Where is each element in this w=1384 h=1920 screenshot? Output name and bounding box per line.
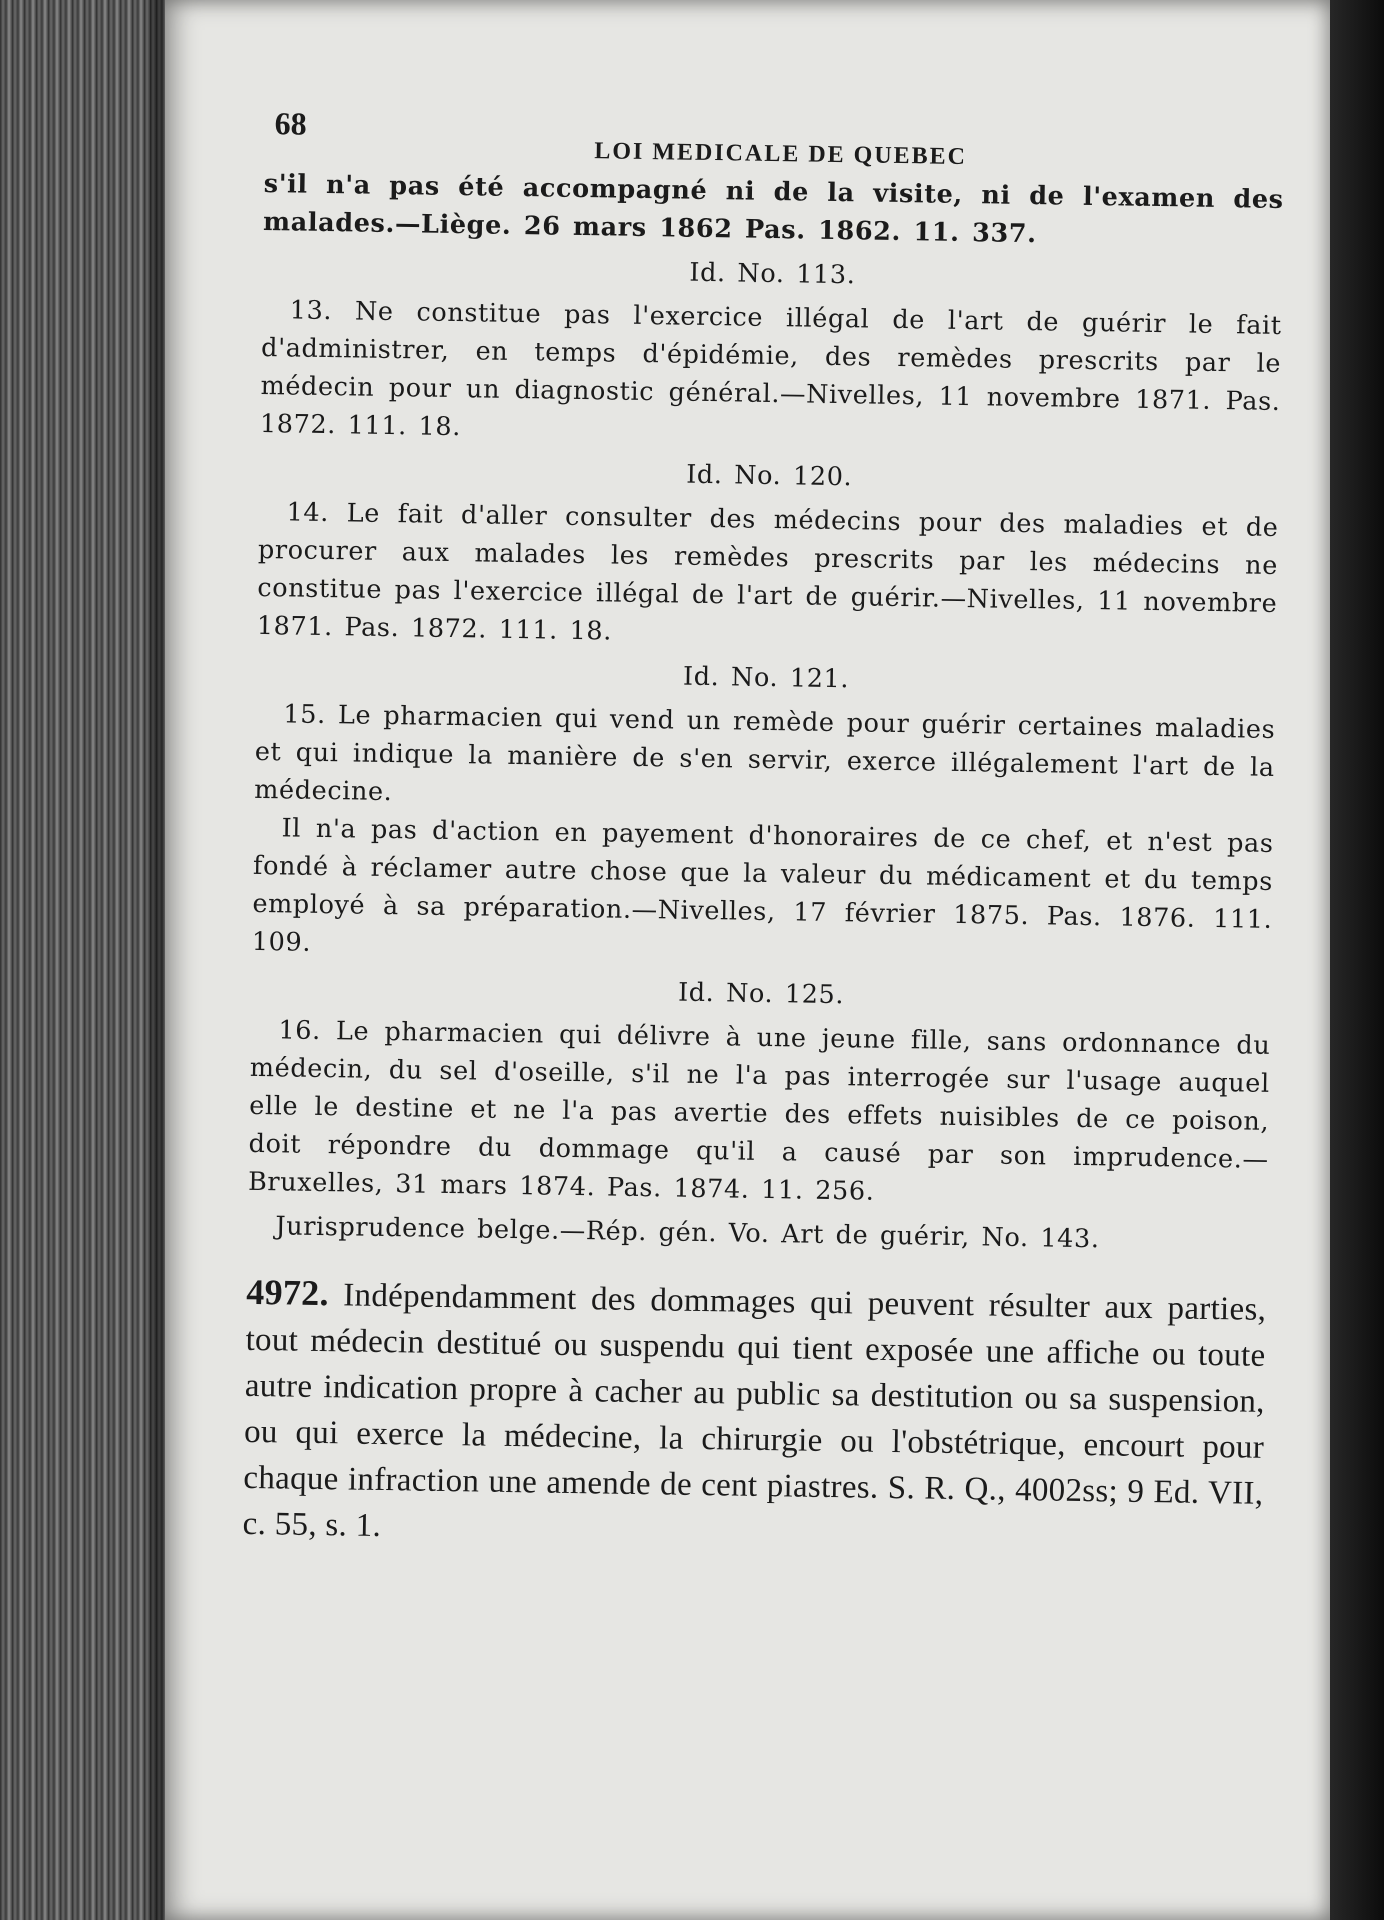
book-spine: [0, 0, 170, 1920]
paragraph-15-continued: Il n'a pas d'action en payement d'honoraires de ce chef, et n'est pas fondé à réclamer autre chose que la valeur du médicament et du temps employé à sa préparation.—Nivelles, 17 février 1875. Pas. 1876. 111. 109.: [251, 813, 1274, 958]
reference-120: Id. No. 120.: [685, 459, 853, 493]
article-4972: [242, 1269, 1266, 1563]
article-text: Indépendamment des dommages qui peuvent résulter aux parties, tout médecin destitué ou suspendu qui tient exposée une affiche ou toute autre indication propre à cacher au public sa destitution ou sa suspension, ou qui exerce la médecine, la chirurgie ou l'obstétrique, encourt pour chaque infraction une amende de cent piastres. S. R. Q., 4002ss; 9 Ed. VII, c. 55, s. 1.: [242, 1277, 1267, 1544]
paragraph-14: 14. Le fait d'aller consulter des médecins pour des maladies et de procurer aux malades les remèdes prescrits par les médecins ne constitue pas l'exercice illégal de l'art de guérir.—Nivelles, 11 novembre 1871. Pas. 1872. 111. 18.: [256, 497, 1279, 647]
page-number: 68: [274, 105, 307, 142]
right-page-edge: [1324, 0, 1384, 1920]
running-title: LOI MEDICALE DE QUEBEC: [594, 138, 968, 171]
paragraph-13: 13. Ne constitue pas l'exercice illégal de l'art de guérir le fait d'administrer, en temps d'épidémie, des remèdes prescrits par le médecin pour un diagnostic général.—Nivelles, 11 novembre 1871. Pas. 1872. 111. 18.: [259, 295, 1282, 443]
paragraph-continuation: s'il n'a pas été accompagné ni de la visite, ni de l'examen des malades.—Liège. 26 mars 1862 Pas. 1862. 11. 337.: [262, 168, 1284, 250]
article-number: 4972.: [246, 1271, 330, 1314]
body-text: [247, 165, 1284, 1261]
paragraph-16: 16. Le pharmacien qui délivre à une jeune fille, sans ordonnance du médecin, du sel d'oseille, s'il ne l'a pas interrogée sur l'usage auquel elle le destine et ne l'a pas avertie des effets nuisibles de ce poison, doit répondre du dommage qu'il a causé par son imprudence.—Bruxelles, 31 mars 1874. Pas. 1874. 11. 256.: [247, 1015, 1271, 1207]
book-page: [165, 0, 1330, 1920]
page-content: [242, 105, 1285, 1596]
jurisprudence-reference: Jurisprudence belge.—Rép. gén. Vo. Art de guérir, No. 143.: [275, 1211, 1100, 1255]
reference-125: Id. No. 125.: [677, 977, 845, 1011]
paragraph-15: 15. Le pharmacien qui vend un remède pour guérir certaines maladies et qui indique la manière de s'en servir, exerce illégalement l'art de la médecine.: [254, 699, 1276, 808]
reference-113: Id. No. 113.: [689, 257, 856, 291]
reference-121: Id. No. 121.: [682, 661, 850, 695]
